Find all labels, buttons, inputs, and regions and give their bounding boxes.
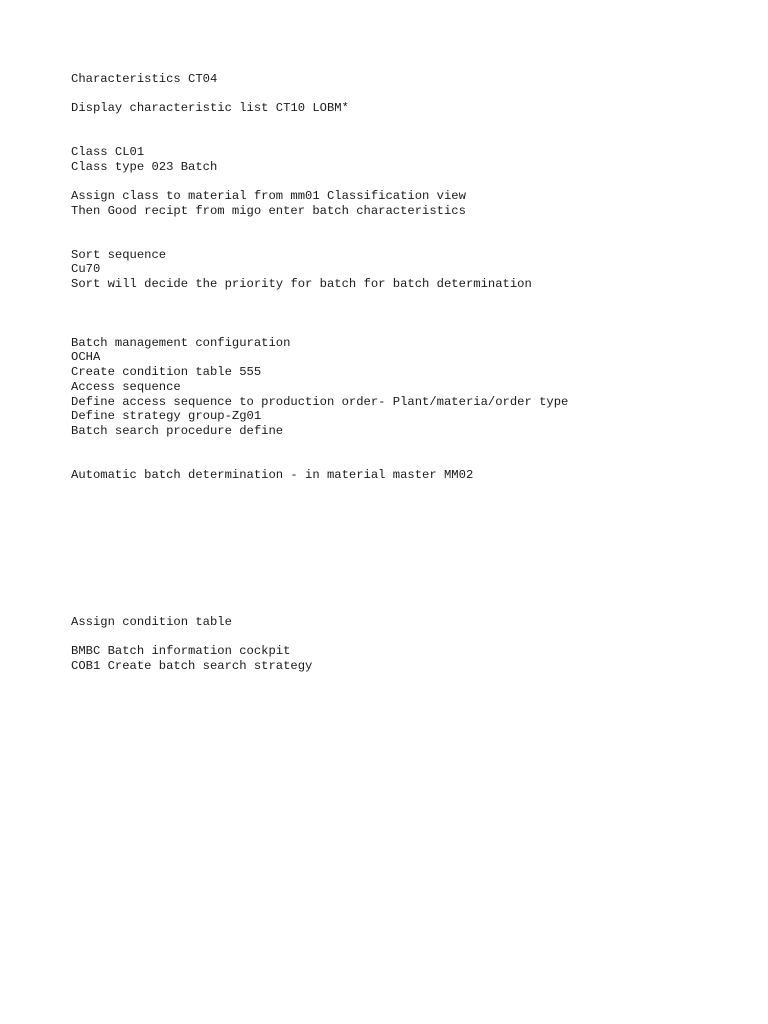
text-line-characteristic-list: Display characteristic list CT10 LOBM*: [71, 101, 349, 115]
text-line-assign-condition-table: Assign condition table: [71, 615, 232, 629]
text-line-strategy-group: Define strategy group-Zg01: [71, 409, 262, 423]
text-line-goods-receipt: Then Good recipt from migo enter batch characteristics: [71, 204, 466, 218]
text-line-ocha: OCHA: [71, 350, 101, 364]
text-line-bmbc: BMBC Batch information cockpit: [71, 644, 291, 658]
text-line-search-procedure: Batch search procedure define: [71, 424, 284, 438]
text-line-access-sequence: Access sequence: [71, 380, 181, 394]
text-line-sort-sequence: Sort sequence: [71, 248, 167, 262]
text-line-class: Class CL01: [71, 145, 145, 159]
text-line-class-type: Class type 023 Batch: [71, 160, 218, 174]
text-line-condition-table: Create condition table 555: [71, 365, 262, 379]
text-line-batch-config: Batch management configuration: [71, 336, 291, 350]
text-line-assign-class: Assign class to material from mm01 Classification view: [71, 189, 466, 203]
text-line-characteristics: Characteristics CT04: [71, 72, 218, 86]
text-line-automatic-batch: Automatic batch determination - in material master MM02: [71, 468, 474, 482]
text-line-cu70: Cu70: [71, 262, 101, 276]
text-line-cob1: COB1 Create batch search strategy: [71, 659, 313, 673]
text-line-define-access-sequence: Define access sequence to production order- Plant/materia/order type: [71, 395, 569, 409]
text-line-sort-priority: Sort will decide the priority for batch for batch determination: [71, 277, 532, 291]
